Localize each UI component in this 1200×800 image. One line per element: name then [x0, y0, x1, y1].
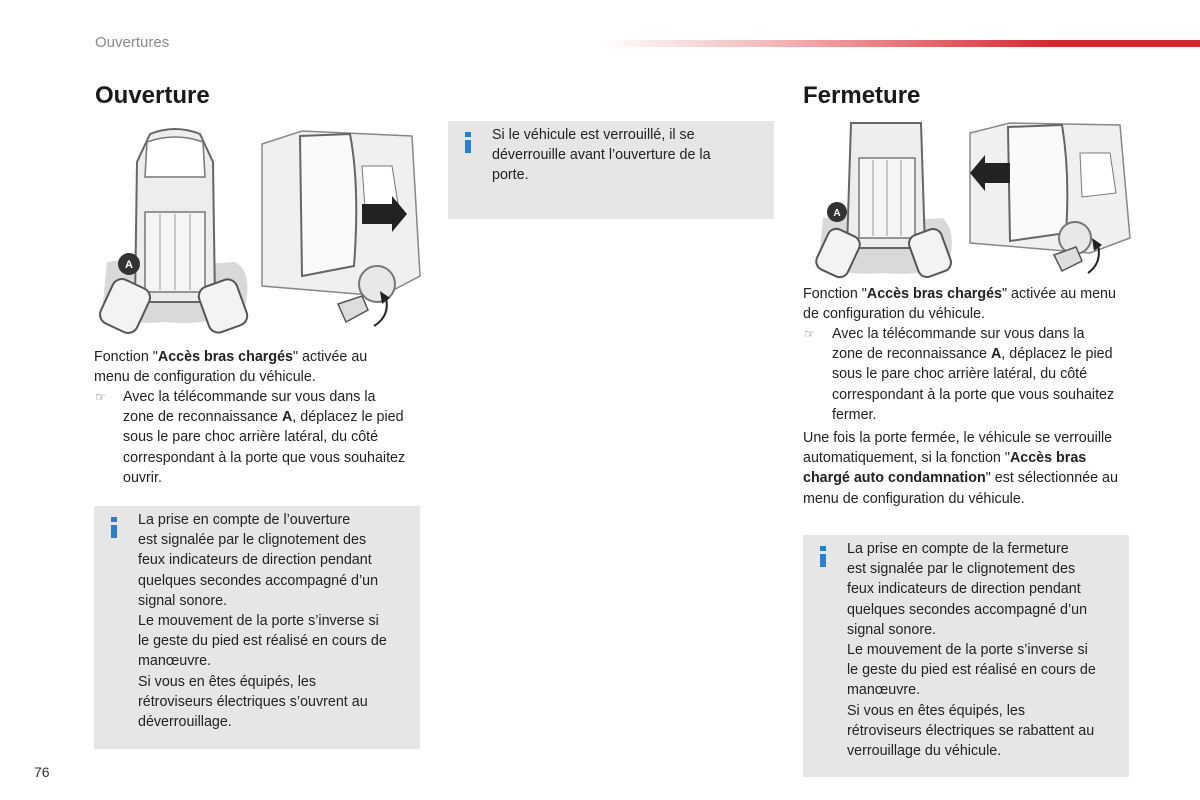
illustration-van-top-view-close — [813, 123, 957, 278]
info-box-opening — [94, 506, 420, 749]
info-text: Si le véhicule est verrouillé, il se déverrouille avant l’ouverture de la porte. — [492, 127, 711, 184]
bullet-arrow-icon: ☞ — [95, 390, 106, 404]
info-icon — [465, 132, 471, 153]
label-a-badge — [118, 253, 140, 275]
illustration-van-side-door-closing — [970, 123, 1130, 278]
info-icon — [820, 546, 826, 567]
header-accent-bar — [600, 40, 1200, 47]
label-a-badge — [827, 202, 847, 222]
info-text: La prise en compte de la fermeture est signalée par le clignotement des feux indicateurs de direction pendant quelques secondes accompagné d’un signal sonore. Le mouvement de la porte s’inverse si le geste du pied est réalisé en cours de manœuvre. Si vous en êtes équipés, les rétroviseurs électriques se rabattent au verrouillage du véhicule. — [847, 541, 1096, 760]
svg-text:A: A — [125, 259, 133, 271]
info-icon — [111, 517, 117, 538]
info-box-closing — [803, 535, 1129, 777]
svg-text:A: A — [833, 208, 841, 219]
illustration-van-side-door-opening — [262, 126, 420, 332]
illustration-van-top-view-open — [95, 122, 253, 334]
section-label: Ouvertures — [95, 34, 170, 51]
bullet-item-right: ☞ Avec la télécommande sur vous dans la zone de reconnaissance A, déplacez le pied sous le pare choc arrière latéral, du côté correspondant à la porte que vous souhaitez fermer. — [804, 326, 1115, 423]
info-box-locked — [448, 121, 774, 219]
info-text: La prise en compte de l’ouverture est signalée par le clignotement des feux indicateurs de direction pendant quelques secondes accompagné d’un signal sonore. Le mouvement de la porte s’inverse si le geste du pied est réalisé en cours de manœuvre. Si vous en êtes équipés, les rétroviseurs électriques s’ouvrent au déverrouillage. — [138, 512, 387, 731]
bullet-arrow-icon: ☞ — [804, 327, 815, 341]
bullet-item-left: ☞ Avec la télécommande sur vous dans la zone de reconnaissance A, déplacez le pied sous le pare choc arrière latéral, du côté correspondant à la porte que vous souhaitez ouvrir. — [95, 389, 406, 486]
intro-paragraph-right: Fonction "Accès bras chargés" activée au menu de configuration du véhicule. — [803, 286, 1116, 323]
title-ouverture: Ouverture — [95, 82, 210, 109]
auto-lock-paragraph: Une fois la porte fermée, le véhicule se verrouille automatiquement, si la fonction "Accès bras chargé auto condamnation" est sélectionnée au menu de configuration du véhicule. — [803, 430, 1118, 507]
page-number: 76 — [34, 764, 50, 780]
intro-paragraph-left: Fonction "Accès bras chargés" activée au menu de configuration du véhicule. — [94, 349, 368, 386]
title-fermeture: Fermeture — [803, 82, 921, 109]
